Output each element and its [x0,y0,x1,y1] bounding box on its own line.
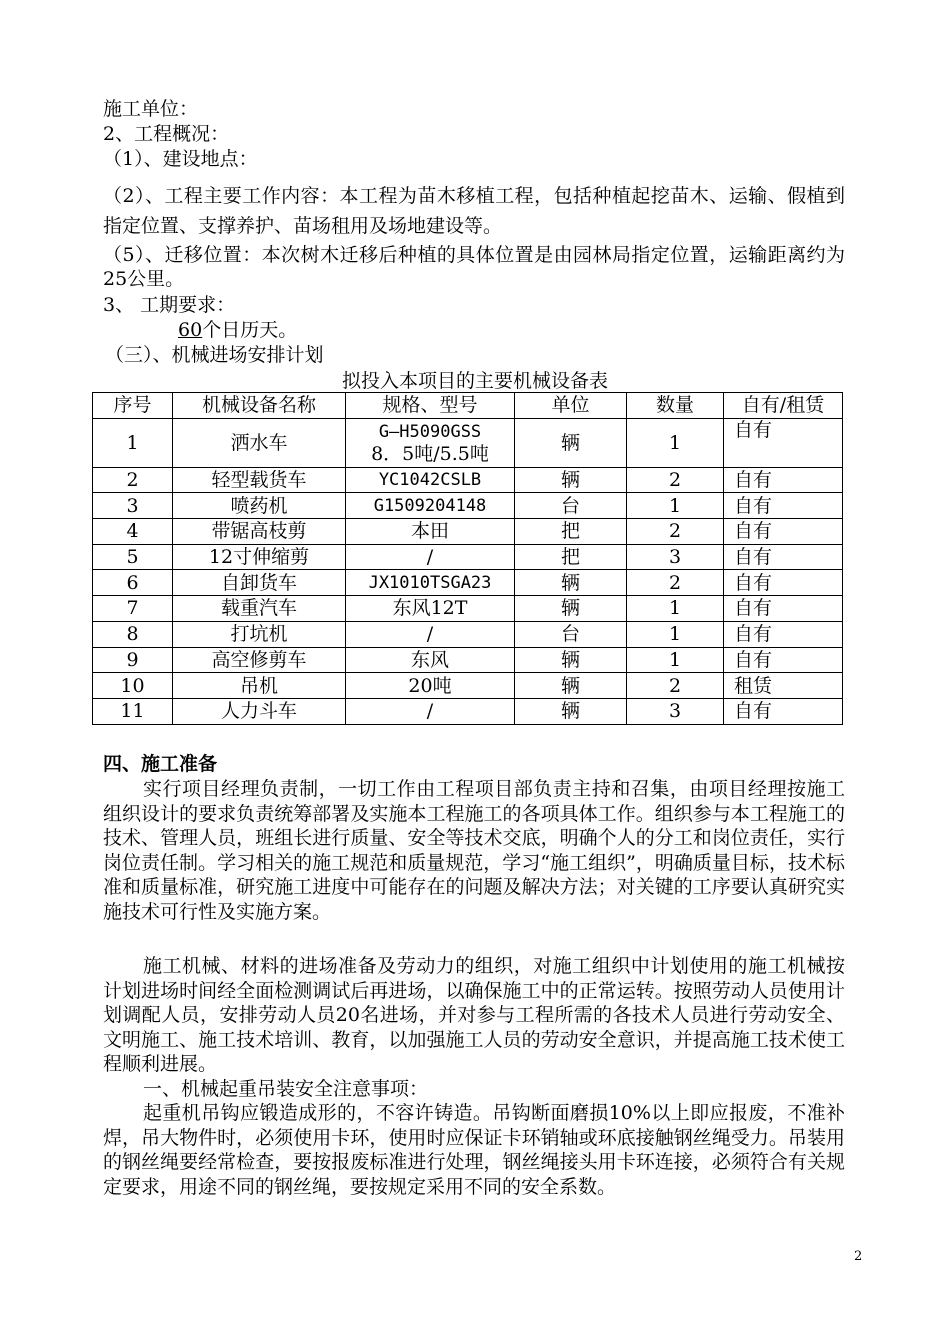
cell-ownership: 自有 [724,698,843,724]
cell-qty: 1 [627,596,724,622]
cell-no: 2 [93,467,173,493]
header-name: 机械设备名称 [173,393,346,419]
machine-plan-heading: （三）、机械进场安排计划 [105,344,324,366]
table-row [93,467,843,493]
cell-no: 5 [93,544,173,570]
subsection-heading: 一、机械起重吊装安全注意事项： [143,1078,429,1100]
cell-unit: 把 [515,519,627,545]
cell-spec: YC1042CSLB [346,467,515,493]
cell-ownership: 自有 [724,519,843,545]
schedule-heading: 3、 工期要求： [103,294,236,316]
cell-unit: 台 [515,493,627,519]
cell-spec: JX1010TSGA23 [346,570,515,596]
cell-ownership: 自有 [724,467,843,493]
cell-name: 打坑机 [173,621,346,647]
cell-qty: 2 [627,467,724,493]
cell-spec: 东风 [346,647,515,673]
cell-qty: 1 [627,647,724,673]
cell-unit: 辆 [515,570,627,596]
construction-unit-line: 施工单位： [103,98,199,120]
header-spec: 规格、型号 [346,393,515,419]
equipment-table [92,392,843,725]
cell-unit: 辆 [515,418,627,467]
table-caption: 拟投入本项目的主要机械设备表 [341,370,608,392]
cell-name: 带锯高枝剪 [173,519,346,545]
construction-location-line: （1）、建设地点： [103,148,258,170]
table-row [93,493,843,519]
cell-spec: / [346,544,515,570]
cell-qty: 2 [627,570,724,596]
cell-ownership: 自有 [724,570,843,596]
table-row [93,570,843,596]
cell-name: 12寸伸缩剪 [173,544,346,570]
cell-spec-capacity: 8．5吨/5.5吨 [371,442,489,465]
cell-name: 吊机 [173,673,346,699]
cell-no: 6 [93,570,173,596]
table-row [93,544,843,570]
cell-name: 洒水车 [173,418,346,467]
cell-unit: 辆 [515,467,627,493]
schedule-days-line [178,318,297,342]
table-row [93,418,843,467]
project-overview-heading: 2、工程概况： [103,123,230,145]
table-row [93,647,843,673]
cell-no: 1 [93,418,173,467]
cell-qty: 2 [627,673,724,699]
schedule-days-suffix: 个日历天。 [202,319,298,341]
cell-no: 10 [93,673,173,699]
cell-ownership: 自有 [724,544,843,570]
cell-spec: / [346,621,515,647]
table-row [93,621,843,647]
cell-no: 8 [93,621,173,647]
cell-unit: 台 [515,621,627,647]
cell-spec-model: G—H5090GSS [378,421,482,442]
cell-spec: G1509204148 [346,493,515,519]
relocation-paragraph: （5）、迁移位置：本次树木迁移后种植的具体位置是由园林局指定位置，运输距离约为25公里。 [103,244,845,290]
cell-qty: 3 [627,698,724,724]
work-content-paragraph: （2）、工程主要工作内容：本工程为苗木移植工程，包括种植起挖苗木、运输、假植到指定位置、支撑养护、苗场租用及场地建设等。 [103,185,845,237]
cell-name: 载重汽车 [173,596,346,622]
cell-name: 高空修剪车 [173,647,346,673]
cell-qty: 3 [627,544,724,570]
cell-unit: 辆 [515,647,627,673]
table-row [93,596,843,622]
schedule-days-value: 60 [178,319,203,341]
table-row [93,519,843,545]
cell-spec: 20吨 [346,673,515,699]
section-paragraph-2: 施工机械、材料的进场准备及劳动力的组织，对施工组织中计划使用的施工机械按计划进场时间经全面检测调试后再进场，以确保施工中的正常运转。按照劳动人员使用计划调配人员，安排劳动人员20名进场，并对参与工程所需的各技术人员进行劳动安全、文明施工、施工技术培训、教育，以加强施工人员的劳动安全意识，并提高施工技术使工程顺利进展。 [103,955,845,1075]
section-title: 四、施工准备 [103,753,218,775]
cell-ownership: 自有 [724,418,843,467]
cell-unit: 把 [515,544,627,570]
cell-unit: 辆 [515,596,627,622]
table-row [93,673,843,699]
cell-spec: / [346,698,515,724]
cell-ownership: 自有 [724,621,843,647]
cell-name: 自卸货车 [173,570,346,596]
cell-unit: 辆 [515,673,627,699]
cell-qty: 1 [627,493,724,519]
table-header-row [93,393,843,419]
table-row [93,698,843,724]
cell-qty: 2 [627,519,724,545]
cell-no: 7 [93,596,173,622]
cell-no: 11 [93,698,173,724]
cell-unit: 辆 [515,698,627,724]
cell-ownership: 租赁 [724,673,843,699]
cell-spec: 东风12T [346,596,515,622]
header-no: 序号 [93,393,173,419]
cell-name: 喷药机 [173,493,346,519]
cell-name: 轻型载货车 [173,467,346,493]
cell-no: 4 [93,519,173,545]
cell-ownership: 自有 [724,596,843,622]
page-number: 2 [854,1249,863,1264]
cell-ownership: 自有 [724,647,843,673]
section-paragraph-1: 实行项目经理负责制，一切工作由工程项目部负责主持和召集，由项目经理按施工组织设计的要求负责统筹部署及实施本工程施工的各项具体工作。组织参与本工程施工的技术、管理人员，班组长进行质量、安全等技术交底，明确个人的分工和岗位责任，实行岗位责任制。学习相关的施工规范和质量规范，学习“施工组织”，明确质量目标，技术标准和质量标准，研究施工进度中可能存在的问题及解决方法；对关键的工序要认真研究实施技术可行性及实施方案。 [103,778,845,923]
cell-qty: 1 [627,418,724,467]
header-ownership: 自有/租赁 [724,393,843,419]
cell-ownership: 自有 [724,493,843,519]
cell-name: 人力斗车 [173,698,346,724]
header-qty: 数量 [627,393,724,419]
cell-spec: 本田 [346,519,515,545]
cell-no: 9 [93,647,173,673]
cell-spec [346,418,515,467]
cell-qty: 1 [627,621,724,647]
section-paragraph-3: 起重机吊钩应锻造成形的，不容许铸造。吊钩断面磨损10%以上即应报废，不准补焊，吊大物件时，必须使用卡环，使用时应保证卡环销轴或环底接触钢丝绳受力。吊装用的钢丝绳要经常检查，要按报废标准进行处理，钢丝绳接头用卡环连接，必须符合有关规定要求，用途不同的钢丝绳，要按规定采用不同的安全系数。 [103,1102,845,1198]
header-unit: 单位 [515,393,627,419]
cell-no: 3 [93,493,173,519]
